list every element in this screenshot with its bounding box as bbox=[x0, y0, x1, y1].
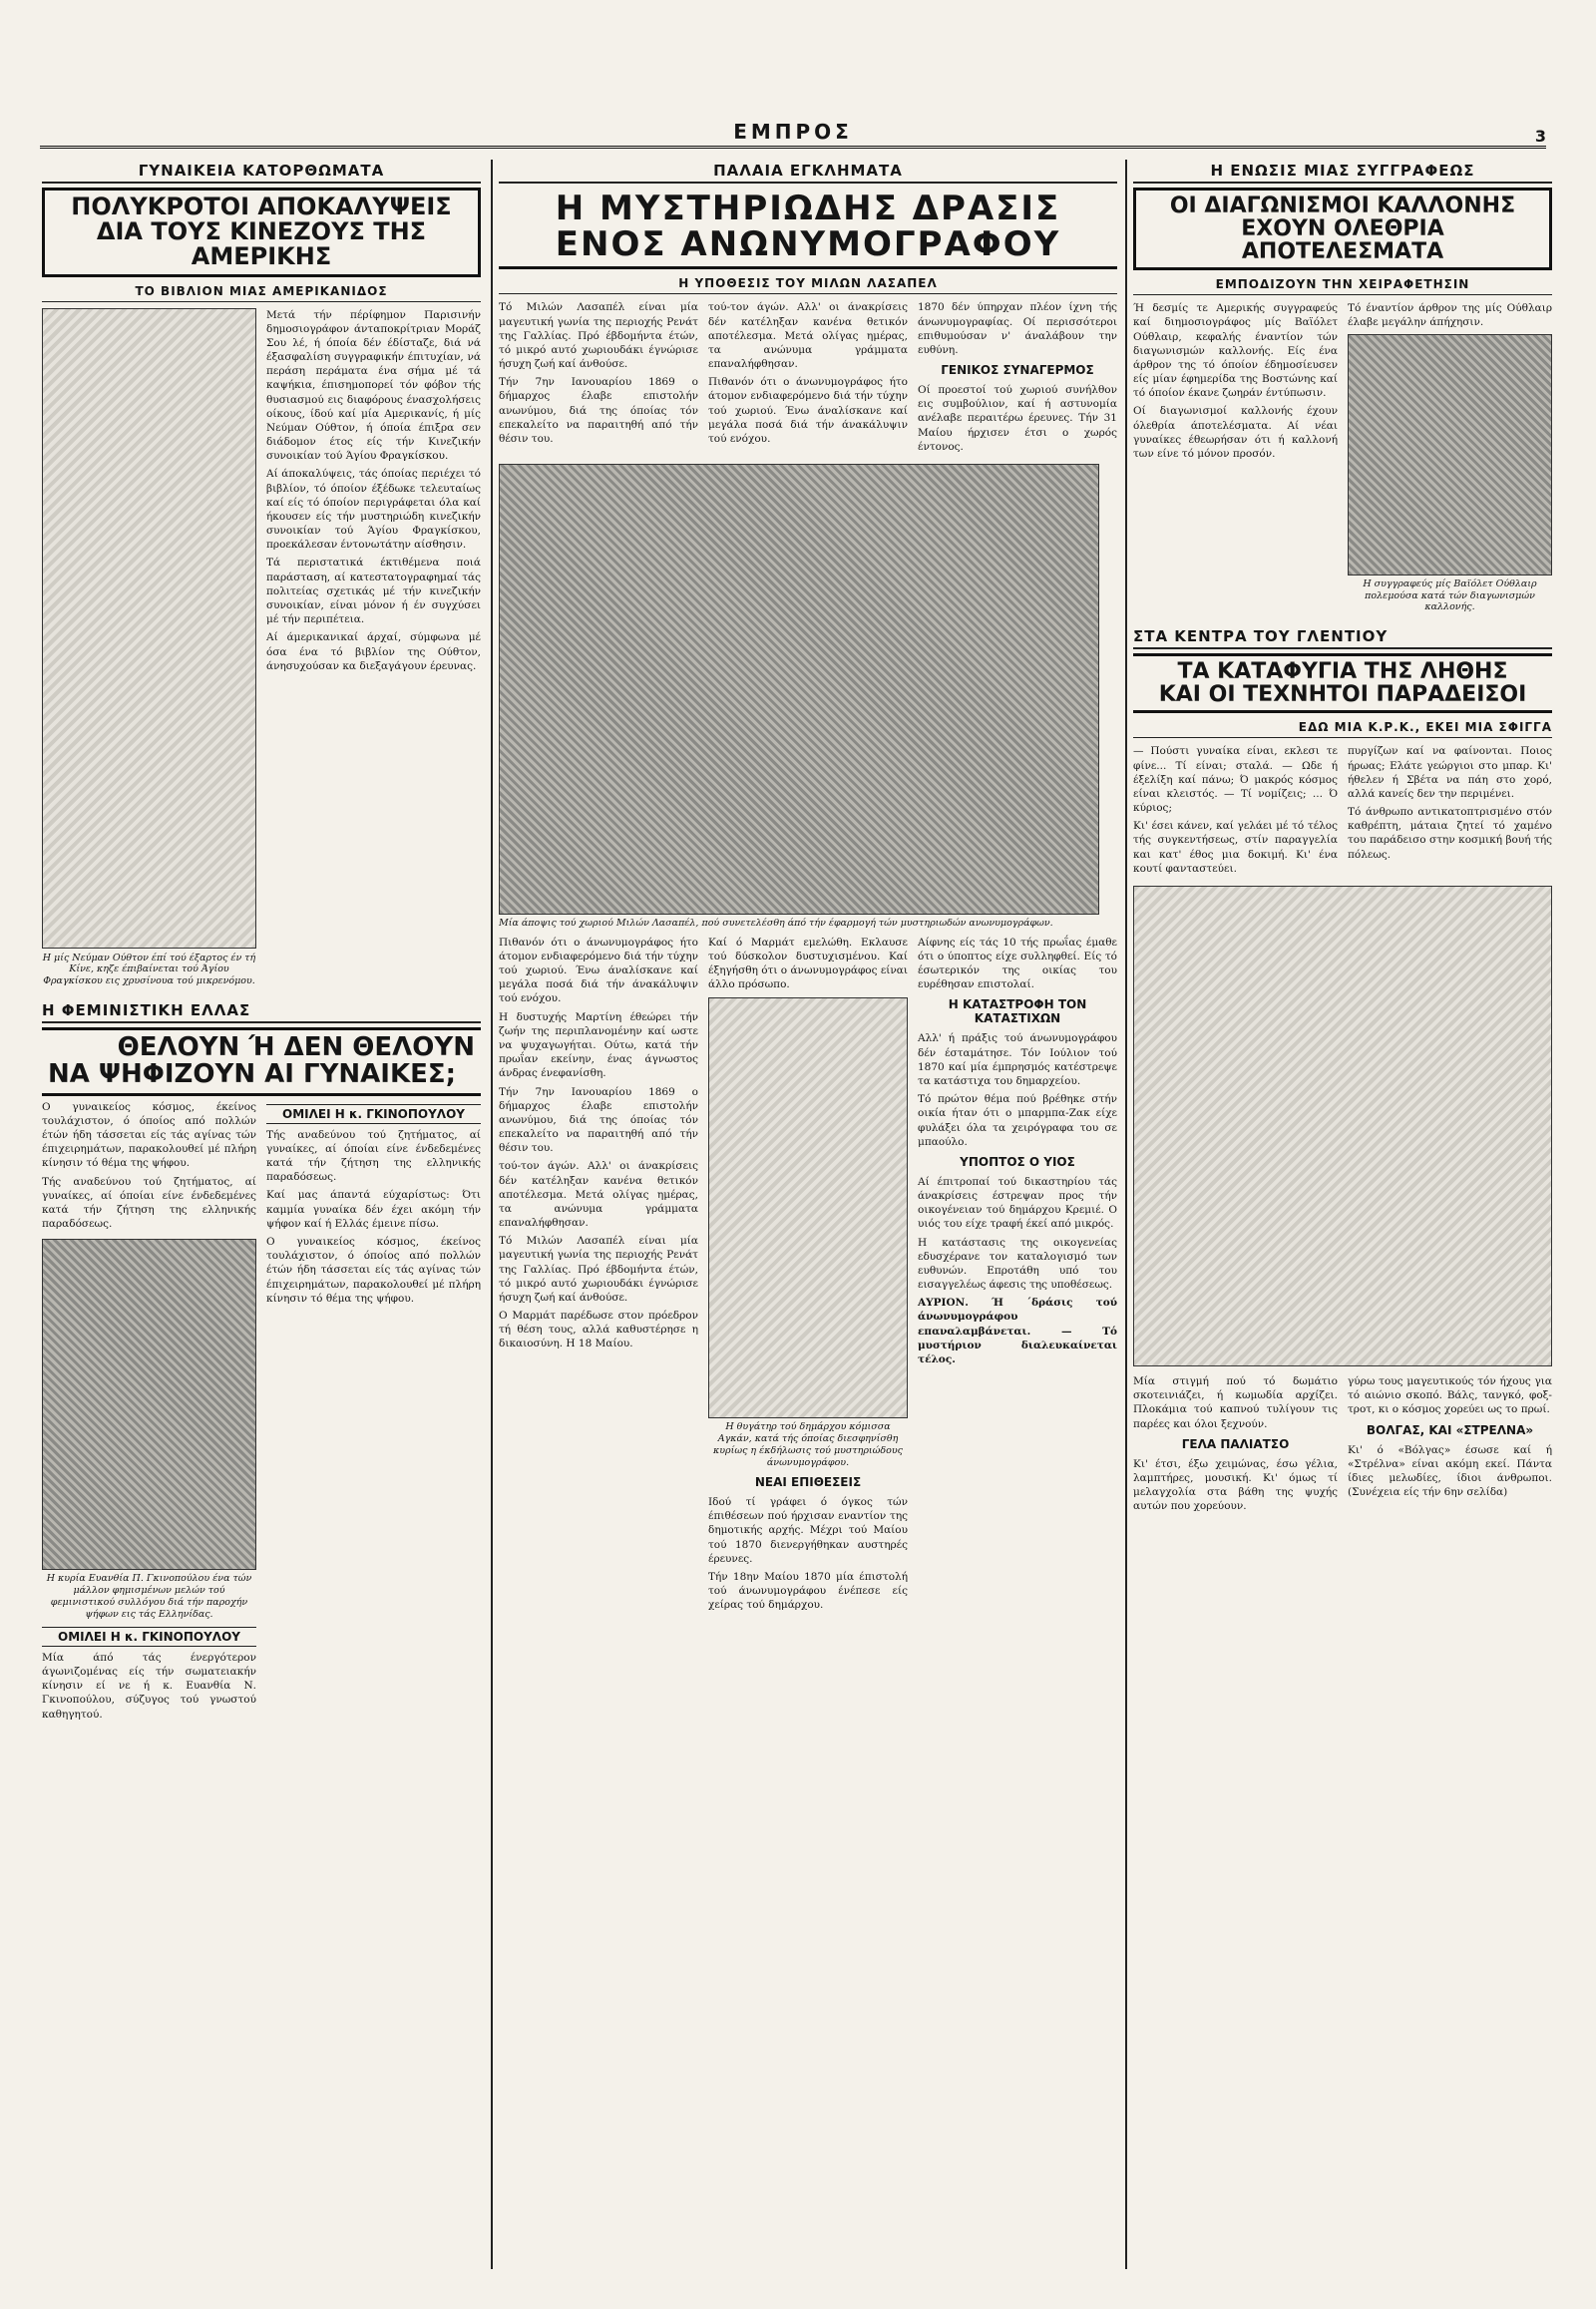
woman-portrait bbox=[708, 997, 908, 1418]
author-portrait bbox=[1348, 334, 1552, 576]
body-text: Αί άμερικανικαί άρχαί, σύμφωνα μέ όσα ένα τό βιβλίον της Ούθτον, άνησυχούσαν κα διεξαγάγουν έρευνας. bbox=[266, 631, 481, 672]
photo-caption: Η κυρία Ευανθία Π. Γκινοπούλου ένα τών μάλλον φημισμένων μελών τού φεμινιστικού συλλόγου διά τήν παροχήν ψήφων εις τάς Ελληνίδας. bbox=[46, 1573, 252, 1620]
body-text: πυργίζων καί να φαίνονται. Ποιος ήρωας; Ελάτε γεώργιοι στο μπαρ. Κι' ήθελεν ή Σβέτα να πάη στο χορό, αλλά κανείς δεν την περιμένει. bbox=[1348, 745, 1552, 800]
body-text: Ο γυναικείος κόσμος, έκείνος τουλάχιστον, ό όποίος από πολλών έτών ήδη τάσσεται είς τάς αγίνας τών έπιχειρημάτων, παρακολουθεί μέ πλήρη κίνησιν τό θέμα της ψήφου. bbox=[266, 1235, 481, 1305]
subhead: ΕΔΩ ΜΙΑ Κ.Ρ.Κ., ΕΚΕΙ ΜΙΑ ΣΦΙΓΓΑ bbox=[1133, 717, 1552, 738]
headline-line: ΠΟΛΥΚΡΟΤΟΙ ΑΠΟΚΑΛΥΨΕΙΣ bbox=[71, 192, 452, 220]
kicker: Η ΕΝΩΣΙΣ ΜΙΑΣ ΣΥΓΓΡΑΦΕΩΣ bbox=[1133, 160, 1552, 184]
byline: ΟΜΙΛΕΙ Η κ. ΓΚΙΝΟΠΟΥΛΟΥ bbox=[42, 1627, 256, 1647]
body-text: Τό Μιλών Λασαπέλ είναι μία μαγευτική γωνία της περιοχής Ρενάτ της Γαλλίας. Πρό έβδομήντα έτών, τό μικρό αυτό χωριουδάκι έγνώρισε ήσυχη ζωή καί άνθούσε. bbox=[499, 301, 698, 371]
subhead: ΕΜΠΟΔΙΖΟΥΝ ΤΗΝ ΧΕΙΡΑΦΕΤΗΣΙΝ bbox=[1133, 274, 1552, 295]
headline bbox=[42, 188, 481, 277]
photo-caption: Η μίς Νεύμαν Ούθτον έπί τού έξαρτος έν τή Κίνε, κηζε έπιβαίνεται τού Άγίου Φραγκίσκου εις χρυσίνουα τού μικρενόμου. bbox=[42, 952, 256, 987]
body-text: Τήν 7ην Ιανουαρίου 1869 ο δήμαρχος έλαβε επιστολήν ανωνύμου, διά της όποίας τόν επεκαλείτο να παραιτηθή από τήν θέσιν του. bbox=[499, 1085, 698, 1155]
body-text: Ιδού τί γράφει ό όγκος τών έπιθέσεων πού ήρχισαν εναντίον της δημοτικής αρχής. Μέχρι τού Μαίου τού 1870 διενεργήθηκαν αυστηρές έρευνες. bbox=[708, 1495, 908, 1565]
body-text: Η δυστυχής Μαρτίνη έθεώρει τήν ζωήν της περιπλανομένην καί ωστε να ψυχαγωγήται. Ούτω, κατά τήν πρωΐαν εκείνην, ένας άγνωστος άνδρας ένεφανίσθη. bbox=[499, 1010, 698, 1080]
body-text: Αλλ' ή πράξις τού άνωνυμογράφου δέν έσταμάτησε. Τόν Ιούλιον τού 1870 καί μία έμπρησμός κατέστρεψε τα κατάστιχα του δημαρχείου. bbox=[918, 1032, 1117, 1087]
body-text: Καί μας άπαντά εύχαρίστως: Ότι καμμία γυναίκα δέν έχει ακόμη τήν ψήφον καί ή Ελλάς έμεινε πίσω. bbox=[266, 1189, 481, 1230]
kicker: ΓΥΝΑΙΚΕΙΑ ΚΑΤΟΡΘΩΜΑΤΑ bbox=[42, 160, 481, 184]
section-head: Η ΚΑΤΑΣΤΡΟΦΗ ΤΟΝ ΚΑΤΑΣΤΙΧΩΝ bbox=[948, 997, 1087, 1026]
body-text: Ο Μαρμάτ παρέδωσε στον πρόεδρον τή θέση τους, αλλά καθυστέρησε η δικαιοσύνη. Η 18 Μαίου. bbox=[499, 1310, 698, 1350]
continued-note: ΑΥΡΙΟΝ. Ή ΄δράσις τού άνωνυμογράφου επαναλαμβάνεται. — Τό μυστήριον διαλευκαίνεται τέλος. bbox=[918, 1297, 1117, 1365]
section-head: ΓΕΛΑ ΠΑΛΙΑΤΣΟ bbox=[1181, 1436, 1290, 1451]
body-text: Αίφνης είς τάς 10 τής πρωΐας έμαθε ότι ο ύποπτος είχε συλληφθεί. Είς τό έσωτερικόν της οικίας του ευρέθησαν επιστολαί. bbox=[918, 936, 1117, 991]
subhead: Η ΥΠΟΘΕΣΙΣ ΤΟΥ ΜΙΛΩΝ ΛΑΣΑΠΕΛ bbox=[499, 273, 1117, 294]
portrait-photo bbox=[42, 1239, 256, 1570]
byline: ΟΜΙΛΕΙ Η κ. ΓΚΙΝΟΠΟΥΛΟΥ bbox=[266, 1104, 481, 1124]
body-text: Οί διαγωνισμοί καλλονής έχουν όλεθρία άποτελέσματα. Αί νέαι γυναίκες έθεωρήσαν ότι ή καλλονή των είνε τό μόνον προσόν. bbox=[1133, 405, 1338, 460]
kicker: Η ΦΕΜΙΝΙΣΤΙΚΗ ΕΛΛΑΣ bbox=[42, 999, 481, 1023]
headline-line: ΤΑ ΚΑΤΑΦΥΓΙΑ ΤΗΣ ΛΗΘΗΣ bbox=[1177, 659, 1508, 685]
body-text: Κι' ό «Βόλγας» έσωσε καί ή «Στρέλνα» είναι ακόμη εκεί. Πάντα ίδιες μελωδίες, ίδιοι άνθρωποι. (Συνέχεια είς τήν 6ην σελίδα) bbox=[1348, 1443, 1552, 1499]
cabaret-illustration bbox=[1133, 886, 1552, 1366]
headline bbox=[1133, 653, 1552, 713]
headline-line: ΔΙΑ ΤΟΥΣ ΚΙΝΕΖΟΥΣ ΤΗΣ ΑΜΕΡΙΚΗΣ bbox=[96, 217, 427, 271]
body-text: Καί ό Μαρμάτ εμελώθη. Εκλαυσε τού δύσκολον δυστυχισμένου. Καί έξηγήσθη ότι ο άνωνυμογράφος είναι άλλο πρόσωπο. bbox=[708, 936, 908, 991]
headline-line: ΟΙ ΔΙΑΓΩΝΙΣΜΟΙ ΚΑΛΛΟΝΗΣ bbox=[1169, 193, 1516, 218]
body-text: Κι' έτσι, έξω χειμώνας, έσω γέλια, λαμπτήρες, μουσική. Κι' όμως τί μελαγχολία στα βάθη της ψυχής αυτών που χορεύουν. bbox=[1133, 1457, 1338, 1513]
body-text: Τό Μιλών Λασαπέλ είναι μία μαγευτική γωνία της περιοχής Ρενάτ της Γαλλίας. Πρό έβδομήντα έτών, τό μικρό αυτό χωριουδάκι έγνώρισε ήσυχη ζωή καί άνθούσε. bbox=[499, 1235, 698, 1304]
body-text: Οί προεστοί τού χωριού συνήλθον εις συμβούλιον, καί ή αστυνομία ανέλαβε περαιτέρω έρευνες. Τήν 31 Μαίου ήρχισεν έτσι ο χωρός έντονος. bbox=[918, 384, 1117, 453]
body-text: Τής αναδεύνου τού ζητήματος, αί γυναίκες, αί όποίαι είνε ένδεδεμένες κατά τήν ζήτηση της ελληνικής παραδόσεως. bbox=[42, 1175, 256, 1231]
section-head: ΝΕΑΙ ΕΠΙΘΕΣΕΙΣ bbox=[754, 1474, 862, 1489]
article-chinese-america bbox=[42, 160, 481, 2269]
body-text: Αί άποκαλύψεις, τάς όποίας περιέχει τό βιβλίον, τό όποίον έξέδωκε τελευταίως καί είς τό όποίον περιγράφεται όλα καί ήκουσεν είς τήν μυστηριώδη κινεζικήν συνοικίαν τού Άγίου Φραγκίσκου, προεκάλεσαν έντονωτάτην αίσθησιν. bbox=[266, 468, 481, 552]
headline-line: ΚΑΙ ΟΙ ΤΕΧΝΗΤΟΙ ΠΑΡΑΔΕΙΣΟΙ bbox=[1158, 682, 1527, 708]
body-text: Πιθανόν ότι ο άνωνυμογράφος ήτο άτομον ενδιαφερόμενο διά τήν τύχην τού χωριού. Ένω άναλίσκανε καί μεγάλα ποσά διά τήν άνακάλυψιν τού ενόχου. bbox=[499, 936, 698, 1005]
body-text: γύρω τους μαγευτικούς τόν ήχους για τό αιώνιο σκοπό. Βάλς, τανγκό, φοξ-τροτ, κι ο κόσμος χορεύει ως το πρωί. bbox=[1348, 1374, 1552, 1416]
column-rule bbox=[1125, 160, 1127, 2269]
page-number: 3 bbox=[1534, 127, 1546, 146]
body-text: Τό έναντίον άρθρον της μίς Ούθλαιρ έλαβε μεγάλην άπήχησιν. bbox=[1348, 302, 1552, 329]
body-text: τού-τον άγών. Αλλ' οι άνακρίσεις δέν κατέληξαν κανένα θετικόν αποτέλεσμα. Μετά ολίγας ημέρας, τα ανώνυμα γράμματα επαναλήφθησαν. bbox=[708, 301, 908, 371]
photo-caption: Μία άποψις τού χωριού Μιλών Λασαπέλ, πού συνετελέσθη άπό τήν έφαρμογή τών μυστηριωδών ανωνυμογράφων. bbox=[499, 917, 1053, 929]
body-text: Αί έπιτροπαί τού δικαστηρίου τάς άνακρίσεις έστρεψαν προς τήν οικογένειαν τού δημάρχου Κρεμιέ. Ο υιός του είχε τραφή έκεί από μικρός. bbox=[918, 1175, 1117, 1231]
body-text: Μία στιγμή πού τό δωμάτιο σκοτεινιάζει, ή κωμωδία αρχίζει. Πλοκάμια τού καπνού τυλίγουν τις παρέες και όλοι ξεχνούν. bbox=[1133, 1374, 1338, 1430]
photo-caption: Η συγγραφεύς μίς Βαϊόλετ Ούθλαιρ πολεμούσα κατά τών διαγωνισμών καλλονής. bbox=[1363, 577, 1537, 613]
body-text: Ή δεσμίς τε Αμερικής συγγραφεύς καί διημοσιογράφος μίς Βαϊόλετ Ούθλαιρ, κεφαλής έναντίον τών διαγωνισμών καλλονής. Είς ένα άρθρον της τό όποίον έδημοσίευσεν είς μίαν έφημερίδα της Βοστώνης καί τό όποίον έκανε ζωηράν έντύπωσιν. bbox=[1133, 302, 1338, 400]
body-text: Τήν 18ην Μαίου 1870 μία έπιστολή τού άνωνυμογράφου ένέπεσε είς χείρας τού δημάρχου. bbox=[708, 1570, 908, 1612]
village-photo bbox=[499, 464, 1099, 915]
body-text: Τής αναδεύνου τού ζητήματος, αί γυναίκες, αί όποίαι είνε ένδεδεμένες κατά τήν ζήτηση της ελληνικής παραδόσεως. bbox=[266, 1128, 481, 1184]
paper-name: ΕΜΠΡΟΣ bbox=[733, 120, 853, 144]
subhead: ΤΟ ΒΙΒΛΙΟΝ ΜΙΑΣ ΑΜΕΡΙΚΑΝΙΔΟΣ bbox=[42, 281, 481, 302]
headline bbox=[499, 188, 1117, 269]
body-text: Η κατάστασις της οικογενείας εδυσχέρανε τον καταλογισμό των ευθυνών. Επροτάθη υπό του εισαγγελέως άφεσις της υποθέσεως. bbox=[918, 1236, 1117, 1292]
headline-line: ΝΑ ΨΗΦΙΖΟΥΝ ΑΙ ΓΥΝΑΙΚΕΣ; bbox=[48, 1059, 457, 1090]
body-text: 1870 δέν ύπηρχαν πλέον ίχνη τής άνωνυμογραφίας. Οί περισσότεροι επιθυμούσαν ν' άναλάβουν την ευθύνη. bbox=[918, 301, 1117, 356]
body-text: Ο γυναικείος κόσμος, έκείνος τουλάχιστον, ό όποίος από πολλών έτών ήδη τάσσεται είς τάς αγίνας τών έπιχειρημάτων, παρακολουθεί μέ πλήρη κίνησιν τό θέμα της ψήφου. bbox=[42, 1100, 256, 1170]
body-text: Τό άνθρωπο αντικατοπτρισμένο στόν καθρέπτη, μάταια ζητεί τό χαμένο του παράδεισο στην κοσμική βουή τής πόλεως. bbox=[1348, 806, 1552, 861]
body-text: Τά περιστατικά έκτιθέμενα ποιά παράσταση, αί κατεστατογραφημαί τάς πολιτείας σχετικάς μέ τήν κινεζικήν συνοικίαν, είναι μόνον ή έν συγχύσει μέ τήν περιπέτεια. bbox=[266, 557, 481, 626]
body-text: Πιθανόν ότι ο άνωνυμογράφος ήτο άτομον ενδιαφερόμενο διά τήν τύχην τού χωριού. Ένω άναλίσκανε καί μεγάλα ποσά διά τήν άνακάλυψιν τού ενόχου. bbox=[708, 376, 908, 445]
body-text: Μετά τήν πέρίφημον Παρισινήν δημοσιογράφον άνταποκρίτριαν Μοράζ Σου λέ, ή όποία δέν έδίσταζε, διά νά έξασφαλίση συγγραφικήν έπιτυχίαν, νά περάση περάματα ένα σήμα μέ τά καψήκια, έπισημοπορεί τόν φόβον τής θυσιασμού εις διαφόρους ένασχολήσεις οίκους, ίδού καί μία Αμερικανίς, ή μίς Νεύμαν Ούθτον, ή όποία έπιξρα σεν διάδομον έτος είς τήν Κινεζικήν συνοικίαν τού Άγίου Φραγκίσκου. bbox=[266, 308, 481, 463]
section-head: ΒΟΛΓΑΣ, ΚΑΙ «ΣΤΡΕΛΝΑ» bbox=[1366, 1422, 1534, 1437]
section-head: ΥΠΟΠΤΟΣ Ο ΥΙΟΣ bbox=[960, 1154, 1075, 1169]
section-head: ΓΕΝΙΚΟΣ ΣΥΝΑΓΕΡΜΟΣ bbox=[941, 363, 1094, 378]
article-beauty-contests bbox=[1133, 160, 1552, 2269]
kicker: ΣΤΑ ΚΕΝΤΡΑ ΤΟΥ ΓΛΕΝΤΙΟΥ bbox=[1133, 625, 1552, 649]
body-text: Κι' έσει κάνεν, καί γελάει μέ τό τέλος τής συγκεντήσεως, στίν παραγγελία και κατ' έθος μια δοκιμή. Κι' ένα κουτί φανταστεύει. bbox=[1133, 820, 1338, 875]
kicker: ΠΑΛΑΙΑ ΕΓΚΛΗΜΑΤΑ bbox=[499, 160, 1117, 184]
column-rule bbox=[491, 160, 493, 2269]
headline bbox=[1133, 188, 1552, 270]
headline-line: ΕΧΟΥΝ ΟΛΕΘΡΙΑ ΑΠΟΤΕΛΕΣΜΑΤΑ bbox=[1241, 216, 1444, 265]
headline-line: ΘΕΛΟΥΝ Ή ΔΕΝ ΘΕΛΟΥΝ bbox=[117, 1032, 475, 1063]
headline bbox=[42, 1027, 481, 1096]
article-anonymous-writer bbox=[499, 160, 1117, 2269]
photo-caption: Η θυγάτηρ τού δημάρχου κόμισσα Αγκάν, κατά τής όποίας διεσφηνίσθη κυρίως η έκδήλωσις τού μυστηριώδους άνωνυμογράφου. bbox=[713, 1421, 903, 1469]
body-text: Μία άπό τάς ένεργότερον άγωνιζομένας είς τήν σωματειακήν κίνησιν εί νε ή κ. Ευανθία Ν. Γκινοπούλου, σύζυγος τού γνωστού καθηγητού. bbox=[42, 1651, 256, 1721]
body-text: Τό πρώτον θέμα πού βρέθηκε στήν οικία ήταν ότι ο μπαρμπα-Ζακ είχε φυλάξει όλα τα χειρόγραφα του σε μπαούλο. bbox=[918, 1093, 1117, 1148]
masthead bbox=[40, 120, 1546, 149]
dancer-illustration bbox=[42, 308, 256, 949]
body-text: — Πούστι γυναίκα είναι, εκλεσι τε φίνε... Τί είναι; σταλά. — Ωδε ή έξελίξη καί πάνω; Ό μακρός κόσμος είναι κλειστός. — Τί νομίζεις; ... Ό κύριος; bbox=[1133, 745, 1338, 815]
body-text: τού-τον άγών. Αλλ' οι άνακρίσεις δέν κατέληξαν κανένα θετικόν αποτέλεσμα. Μετά ολίγας ημέρας, τα ανώνυμα γράμματα επαναλήφθησαν. bbox=[499, 1160, 698, 1230]
headline-line: ΕΝΟΣ ΑΝΩΝΥΜΟΓΡΑΦΟΥ bbox=[555, 223, 1061, 264]
body-text: Τήν 7ην Ιανουαρίου 1869 ο δήμαρχος έλαβε επιστολήν ανωνύμου, διά της όποίας τόν επεκαλείτο να παραιτηθή από τήν θέσιν του. bbox=[499, 376, 698, 445]
headline-line: Η ΜΥΣΤΗΡΙΩΔΗΣ ΔΡΑΣΙΣ bbox=[555, 189, 1061, 228]
